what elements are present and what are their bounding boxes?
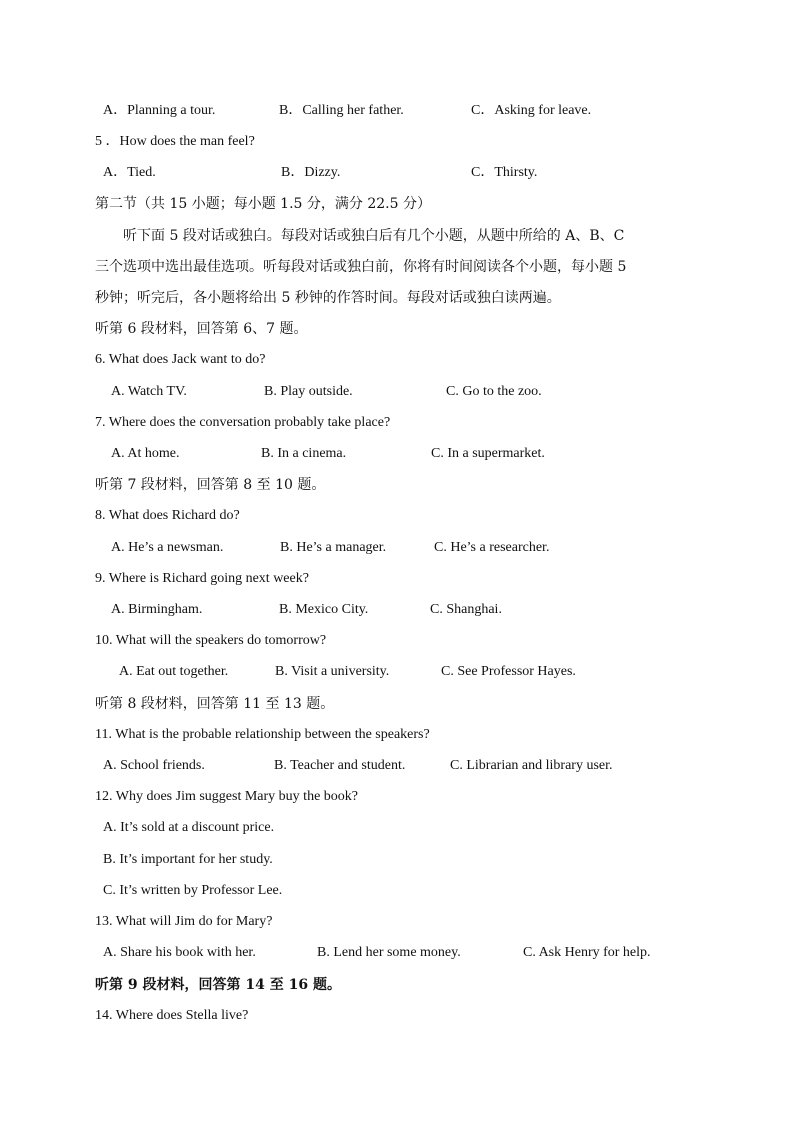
- q11-option-c: C. Librarian and library user.: [450, 758, 613, 773]
- group-7-heading: 听第 7 段材料，回答第 8 至 10 题。: [95, 477, 326, 493]
- q5-option-c: C．Thirsty.: [471, 165, 538, 180]
- section2-instruction-3: 秒钟；听完后，各小题将给出 5 秒钟的作答时间。每段对话或独白读两遍。: [95, 290, 561, 306]
- group-8-heading: 听第 8 段材料，回答第 11 至 13 题。: [95, 696, 335, 712]
- q11-question: 11. What is the probable relationship between the speakers?: [95, 727, 430, 742]
- group-6-heading: 听第 6 段材料，回答第 6、7 题。: [95, 321, 308, 337]
- q12-option-a: A. It’s sold at a discount price.: [103, 820, 275, 835]
- q7-option-b: B. In a cinema.: [261, 446, 347, 461]
- q4-option-c: C．Asking for leave.: [471, 103, 592, 118]
- q11-option-b: B. Teacher and student.: [274, 758, 406, 773]
- q12-option-c: C. It’s written by Professor Lee.: [103, 883, 283, 898]
- q10-option-a: A. Eat out together.: [119, 664, 229, 679]
- section2-instruction-1: 听下面 5 段对话或独白。每段对话或独白后有几个小题，从题中所给的 A、B、C: [123, 228, 625, 244]
- q9-option-b: B. Mexico City.: [279, 602, 369, 617]
- q6-option-b: B. Play outside.: [264, 384, 353, 399]
- q13-option-b: B. Lend her some money.: [317, 945, 461, 960]
- q12-option-b: B. It’s important for her study.: [103, 852, 273, 867]
- q4-option-b: B．Calling her father.: [279, 103, 404, 118]
- q7-question: 7. Where does the conversation probably take place?: [95, 415, 391, 430]
- q8-question: 8. What does Richard do?: [95, 508, 240, 523]
- q5-question: 5 ．How does the man feel?: [95, 134, 255, 149]
- q8-option-c: C. He’s a researcher.: [434, 540, 550, 555]
- q7-option-c: C. In a supermarket.: [431, 446, 545, 461]
- q9-option-c: C. Shanghai.: [430, 602, 502, 617]
- q13-option-c: C. Ask Henry for help.: [523, 945, 651, 960]
- q8-option-a: A. He’s a newsman.: [111, 540, 224, 555]
- q13-question: 13. What will Jim do for Mary?: [95, 914, 273, 929]
- q10-option-b: B. Visit a university.: [275, 664, 390, 679]
- section2-instruction-2: 三个选项中选出最佳选项。听每段对话或独白前，你将有时间阅读各个小题，每小题 5: [95, 259, 627, 275]
- q14-question: 14. Where does Stella live?: [95, 1008, 249, 1023]
- q12-question: 12. Why does Jim suggest Mary buy the book?: [95, 789, 358, 804]
- q7-option-a: A. At home.: [111, 446, 180, 461]
- q10-option-c: C. See Professor Hayes.: [441, 664, 576, 679]
- q13-option-a: A. Share his book with her.: [103, 945, 256, 960]
- q11-option-a: A. School friends.: [103, 758, 205, 773]
- group-9-heading: 听第 9 段材料，回答第 14 至 16 题。: [95, 977, 341, 993]
- q8-option-b: B. He’s a manager.: [280, 540, 387, 555]
- q6-option-a: A. Watch TV.: [111, 384, 187, 399]
- q6-question: 6. What does Jack want to do?: [95, 352, 266, 367]
- q9-question: 9. Where is Richard going next week?: [95, 571, 309, 586]
- q6-option-c: C. Go to the zoo.: [446, 384, 542, 399]
- q4-option-a: A．Planning a tour.: [103, 103, 216, 118]
- q10-question: 10. What will the speakers do tomorrow?: [95, 633, 327, 648]
- q5-option-b: B．Dizzy.: [281, 165, 341, 180]
- section2-heading: 第二节（共 15 小题；每小题 1.5 分，满分 22.5 分）: [95, 196, 431, 212]
- q9-option-a: A. Birmingham.: [111, 602, 203, 617]
- q5-option-a: A．Tied.: [103, 165, 156, 180]
